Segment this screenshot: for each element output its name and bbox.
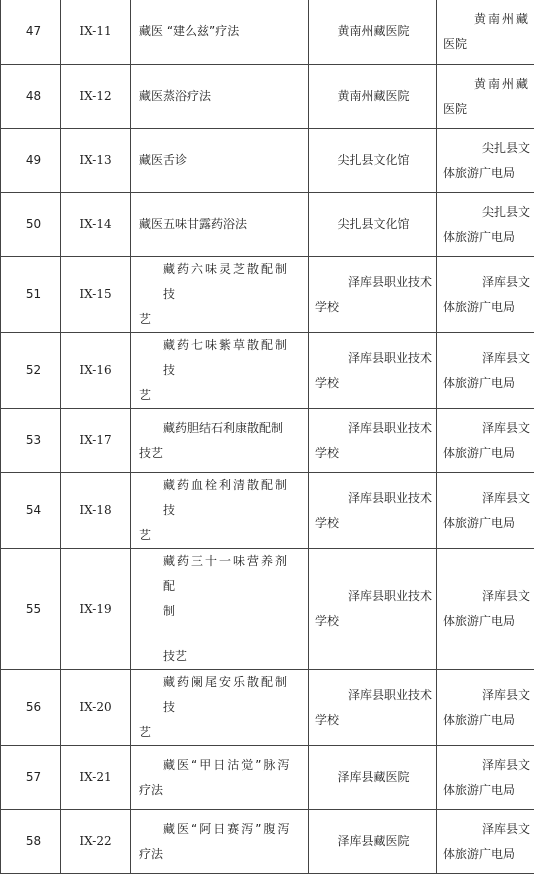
row-number: 51 [1, 257, 61, 333]
item-name-line: 技艺 [139, 441, 302, 466]
protection-unit [309, 0, 437, 65]
responsible-dept [437, 0, 534, 65]
responsible-dept-line: 体旅游广电局 [443, 511, 530, 536]
item-code: IX-12 [61, 65, 131, 129]
row-number: 50 [1, 193, 61, 257]
item-name [131, 810, 309, 874]
row-number: 48 [1, 65, 61, 129]
protection-unit-line: 黄南州藏医院 [337, 89, 409, 103]
item-code: IX-13 [61, 129, 131, 193]
responsible-dept-line: 体旅游广电局 [443, 708, 530, 733]
item-name-line: 藏医“阿日赛泻”腹泻 [139, 817, 302, 842]
responsible-dept-line: 医院 [443, 97, 530, 122]
item-name-line: 疗法 [139, 778, 302, 803]
item-name-line: 藏药阑尾安乐散配制技 [139, 670, 302, 720]
item-name-line: 艺 [139, 720, 302, 745]
table-row [1, 333, 534, 409]
protection-unit [309, 473, 437, 549]
item-code: IX-21 [61, 746, 131, 810]
protection-unit-line: 泽库县藏医院 [337, 770, 409, 784]
item-name-line: 藏医 “建么兹”疗法 [139, 19, 302, 44]
row-number: 55 [1, 549, 61, 670]
row-number: 52 [1, 333, 61, 409]
protection-unit [309, 193, 437, 257]
item-name [131, 65, 309, 129]
responsible-dept-line: 泽库县文 [443, 346, 530, 371]
responsible-dept [437, 810, 534, 874]
responsible-dept [437, 129, 534, 193]
item-name [131, 473, 309, 549]
row-number: 49 [1, 129, 61, 193]
item-code: IX-19 [61, 549, 131, 670]
item-name-line: 藏药七味紫草散配制技 [139, 333, 302, 383]
item-name [131, 0, 309, 65]
responsible-dept [437, 409, 534, 473]
responsible-dept-line: 泽库县文 [443, 817, 530, 842]
item-name [131, 549, 309, 670]
protection-unit [309, 129, 437, 193]
protection-unit [309, 810, 437, 874]
responsible-dept [437, 65, 534, 129]
table-row [1, 129, 534, 193]
item-name-line: 藏药六味灵芝散配制技 [139, 257, 302, 307]
protection-unit-line: 尖扎县文化馆 [337, 153, 409, 167]
item-name-line: 藏医五味甘露药浴法 [139, 212, 302, 237]
protection-unit [309, 670, 437, 746]
table-row [1, 810, 534, 874]
item-name-line: 艺 [139, 383, 302, 408]
item-name-line: 制 [139, 599, 302, 624]
responsible-dept-line: 体旅游广电局 [443, 441, 530, 466]
table-row [1, 65, 534, 129]
item-code: IX-22 [61, 810, 131, 874]
item-code: IX-11 [61, 0, 131, 65]
responsible-dept-line: 泽库县文 [443, 683, 530, 708]
item-name-line: 藏药血栓利清散配制技 [139, 473, 302, 523]
item-code: IX-16 [61, 333, 131, 409]
protection-unit [309, 409, 437, 473]
row-number: 53 [1, 409, 61, 473]
protection-unit-line: 尖扎县文化馆 [337, 217, 409, 231]
row-number: 58 [1, 810, 61, 874]
responsible-dept-line: 泽库县文 [443, 270, 530, 295]
item-code: IX-20 [61, 670, 131, 746]
item-name-line: 艺 [139, 307, 302, 332]
protection-unit-line: 泽库县职业技术 [315, 416, 432, 441]
item-name [131, 129, 309, 193]
item-name [131, 409, 309, 473]
responsible-dept-line: 体旅游广电局 [443, 225, 530, 250]
responsible-dept-line: 体旅游广电局 [443, 842, 530, 867]
item-name-line: 疗法 [139, 842, 302, 867]
item-name-line: 藏医“甲日沽觉”脉泻 [139, 753, 302, 778]
responsible-dept [437, 193, 534, 257]
protection-unit-line: 泽库县职业技术 [315, 346, 432, 371]
item-code: IX-15 [61, 257, 131, 333]
protection-unit-line: 泽库县职业技术 [315, 486, 432, 511]
row-number: 57 [1, 746, 61, 810]
protection-unit [309, 65, 437, 129]
responsible-dept-line: 泽库县文 [443, 584, 530, 609]
table-row [1, 257, 534, 333]
protection-unit-line: 泽库县职业技术 [315, 584, 432, 609]
row-number: 47 [1, 0, 61, 65]
protection-unit-line: 学校 [315, 511, 432, 536]
item-name [131, 333, 309, 409]
responsible-dept-line: 泽库县文 [443, 753, 530, 778]
item-name-line: 藏药胆结石利康散配制 [139, 416, 302, 441]
item-name-line: 技艺 [139, 644, 302, 669]
item-name-line: 艺 [139, 523, 302, 548]
protection-unit-line: 学校 [315, 295, 432, 320]
responsible-dept-line: 体旅游广电局 [443, 778, 530, 803]
row-number: 54 [1, 473, 61, 549]
responsible-dept-line: 尖扎县文 [443, 136, 530, 161]
table-row [1, 549, 534, 670]
responsible-dept [437, 549, 534, 670]
protection-unit-line: 学校 [315, 708, 432, 733]
item-name-line: 藏医蒸浴疗法 [139, 84, 302, 109]
protection-unit-line: 黄南州藏医院 [337, 24, 409, 38]
item-name [131, 193, 309, 257]
responsible-dept [437, 257, 534, 333]
item-name [131, 670, 309, 746]
protection-unit [309, 333, 437, 409]
protection-unit-line: 泽库县职业技术 [315, 270, 432, 295]
protection-unit [309, 549, 437, 670]
protection-unit [309, 257, 437, 333]
responsible-dept-line: 黄南州藏 [443, 7, 530, 32]
responsible-dept [437, 473, 534, 549]
responsible-dept-line: 泽库县文 [443, 416, 530, 441]
responsible-dept-line: 体旅游广电局 [443, 161, 530, 186]
table-row [1, 473, 534, 549]
responsible-dept-line: 体旅游广电局 [443, 295, 530, 320]
row-number: 56 [1, 670, 61, 746]
item-name-line: 藏药三十一味营养剂配 [139, 549, 302, 599]
item-name-line: 藏医舌诊 [139, 148, 302, 173]
protection-unit-line: 泽库县职业技术 [315, 683, 432, 708]
item-code: IX-17 [61, 409, 131, 473]
item-name [131, 257, 309, 333]
responsible-dept-line: 泽库县文 [443, 486, 530, 511]
responsible-dept [437, 670, 534, 746]
table-row [1, 0, 534, 65]
protection-unit-line: 学校 [315, 441, 432, 466]
table-row [1, 409, 534, 473]
item-code: IX-18 [61, 473, 131, 549]
responsible-dept [437, 333, 534, 409]
protection-unit-line: 泽库县藏医院 [337, 834, 409, 848]
responsible-dept-line: 体旅游广电局 [443, 609, 530, 634]
table-row [1, 670, 534, 746]
protection-unit-line: 学校 [315, 371, 432, 396]
item-code: IX-14 [61, 193, 131, 257]
responsible-dept-line: 黄南州藏 [443, 72, 530, 97]
responsible-dept-line: 尖扎县文 [443, 200, 530, 225]
responsible-dept-line: 体旅游广电局 [443, 371, 530, 396]
protection-unit-line: 学校 [315, 609, 432, 634]
responsible-dept-line: 医院 [443, 32, 530, 57]
table-row [1, 193, 534, 257]
